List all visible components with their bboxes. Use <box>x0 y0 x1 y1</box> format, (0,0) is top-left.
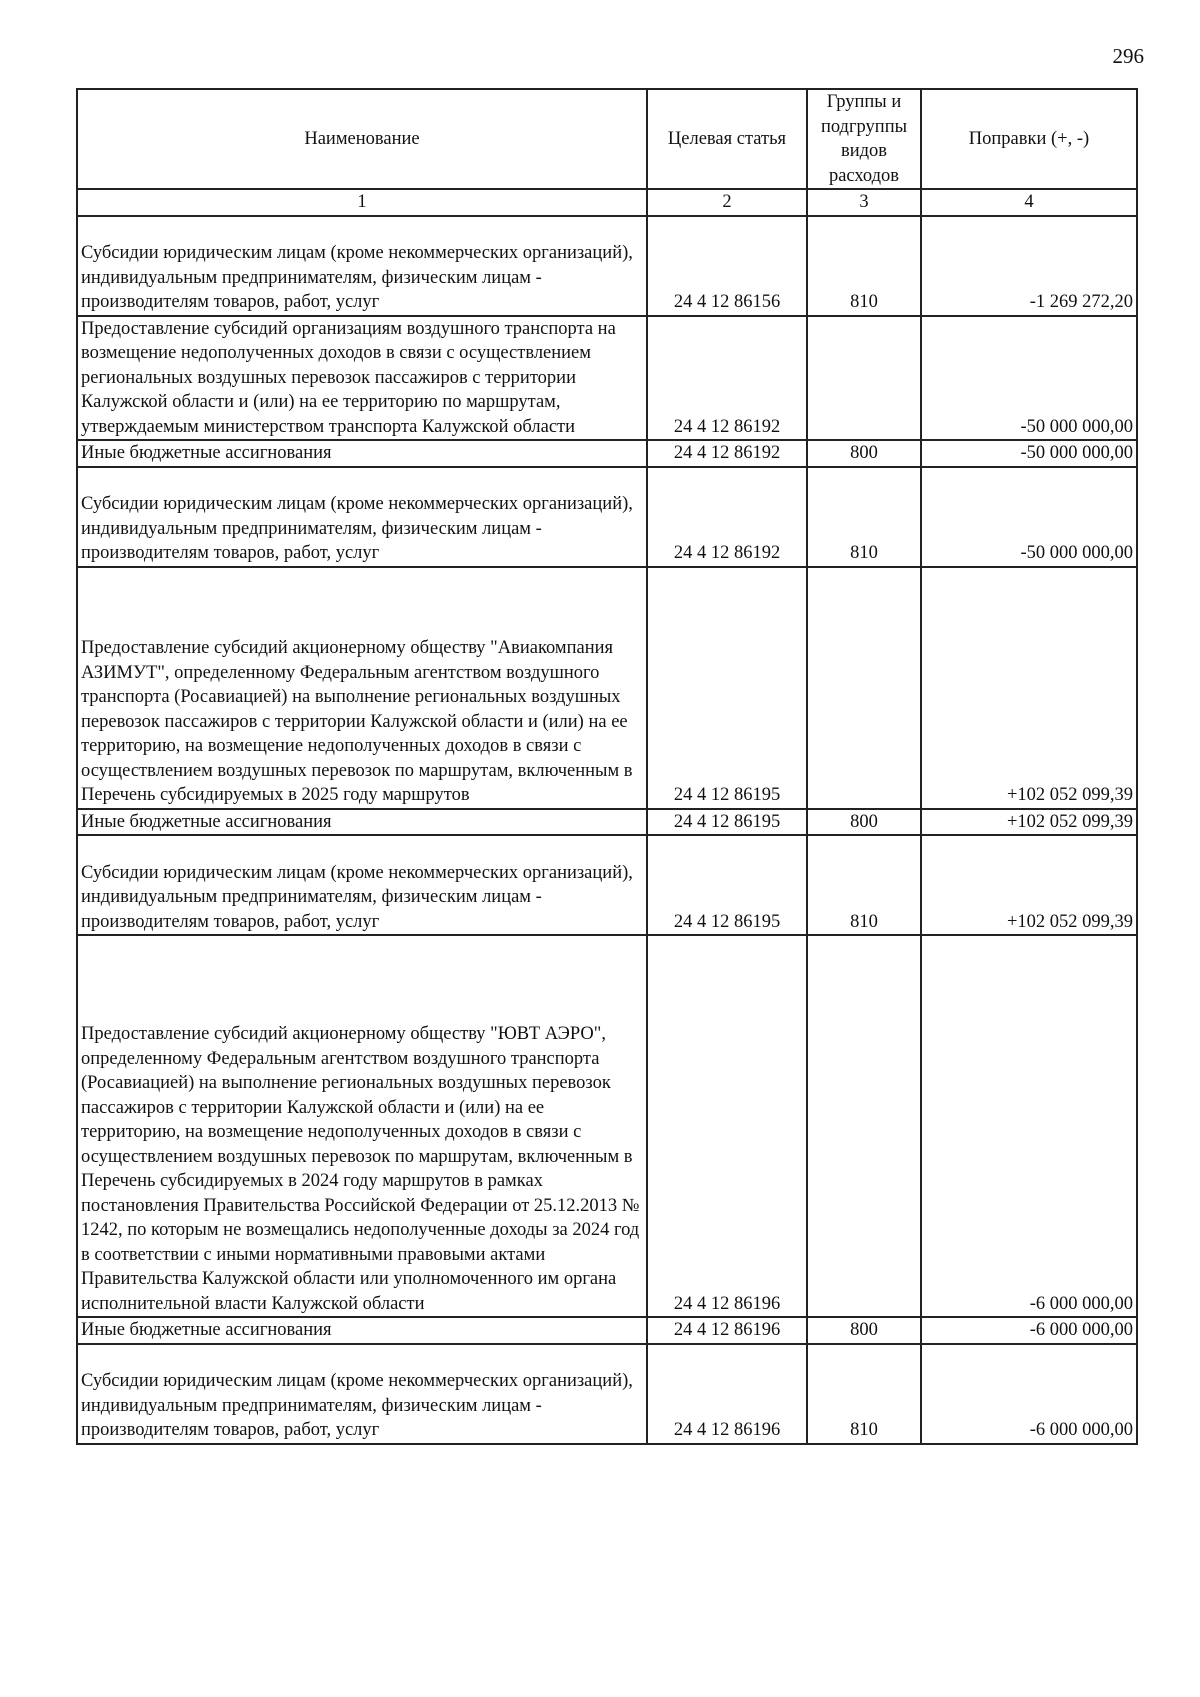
row-amount: -50 000 000,00 <box>921 440 1137 467</box>
row-name: Субсидии юридическим лицам (кроме некоммерческих организаций), индивидуальным предпринимателям, физическим лицам - производителям товаров, работ, услуг <box>77 467 647 567</box>
row-amount: -1 269 272,20 <box>921 216 1137 316</box>
table-row <box>77 1317 1137 1344</box>
row-code: 24 4 12 86192 <box>647 467 807 567</box>
row-amount: -6 000 000,00 <box>921 1344 1137 1444</box>
row-amount: -50 000 000,00 <box>921 467 1137 567</box>
table-row <box>77 467 1137 567</box>
row-group <box>807 316 921 441</box>
row-name: Иные бюджетные ассигнования <box>77 809 647 836</box>
header-amendments: Поправки (+, -) <box>921 89 1137 189</box>
column-number: 4 <box>921 189 1137 216</box>
row-group: 800 <box>807 1317 921 1344</box>
row-code: 24 4 12 86195 <box>647 835 807 935</box>
row-group <box>807 567 921 809</box>
table-row <box>77 440 1137 467</box>
row-amount: -50 000 000,00 <box>921 316 1137 441</box>
row-name: Субсидии юридическим лицам (кроме некоммерческих организаций), индивидуальным предпринимателям, физическим лицам - производителям товаров, работ, услуг <box>77 216 647 316</box>
row-code: 24 4 12 86196 <box>647 1344 807 1444</box>
row-code: 24 4 12 86196 <box>647 935 807 1317</box>
row-code: 24 4 12 86156 <box>647 216 807 316</box>
column-number: 3 <box>807 189 921 216</box>
row-code: 24 4 12 86195 <box>647 809 807 836</box>
header-expense-groups: Группы и подгруппы видов расходов <box>807 89 921 189</box>
table-row <box>77 935 1137 1317</box>
header-target-article: Целевая статья <box>647 89 807 189</box>
row-amount: +102 052 099,39 <box>921 567 1137 809</box>
row-code: 24 4 12 86192 <box>647 316 807 441</box>
table-row <box>77 216 1137 316</box>
budget-table <box>76 88 1138 1445</box>
table-row <box>77 809 1137 836</box>
column-number: 1 <box>77 189 647 216</box>
row-name: Иные бюджетные ассигнования <box>77 1317 647 1344</box>
table-row <box>77 1344 1137 1444</box>
table-row <box>77 316 1137 441</box>
row-amount: +102 052 099,39 <box>921 809 1137 836</box>
row-amount: -6 000 000,00 <box>921 935 1137 1317</box>
column-number-row <box>77 189 1137 216</box>
row-name: Предоставление субсидий акционерному обществу "Авиакомпания АЗИМУТ", определенному Федеральным агентством воздушного транспорта (Росавиацией) на выполнение региональных воздушных перевозок пассажиров с территории Калужской области и (или) на ее территорию, на возмещение недополученных доходов в связи с осуществлением воздушных перевозок по маршрутам, включенным в Перечень субсидируемых в 2025 году маршрутов <box>77 567 647 809</box>
table-row <box>77 835 1137 935</box>
page-number: 296 <box>1112 44 1144 68</box>
row-name: Субсидии юридическим лицам (кроме некоммерческих организаций), индивидуальным предпринимателям, физическим лицам - производителям товаров, работ, услуг <box>77 1344 647 1444</box>
row-name: Субсидии юридическим лицам (кроме некоммерческих организаций), индивидуальным предпринимателям, физическим лицам - производителям товаров, работ, услуг <box>77 835 647 935</box>
row-name: Предоставление субсидий организациям воздушного транспорта на возмещение недополученных доходов в связи с осуществлением региональных воздушных перевозок пассажиров с территории Калужской области и (или) на ее территорию по маршрутам, утверждаемым министерством транспорта Калужской области <box>77 316 647 441</box>
row-code: 24 4 12 86196 <box>647 1317 807 1344</box>
row-group: 810 <box>807 216 921 316</box>
table-row <box>77 567 1137 809</box>
row-group: 810 <box>807 467 921 567</box>
row-code: 24 4 12 86195 <box>647 567 807 809</box>
column-number: 2 <box>647 189 807 216</box>
row-name: Иные бюджетные ассигнования <box>77 440 647 467</box>
row-group <box>807 935 921 1317</box>
row-group: 810 <box>807 1344 921 1444</box>
header-name: Наименование <box>77 89 647 189</box>
row-amount: +102 052 099,39 <box>921 835 1137 935</box>
row-group: 800 <box>807 440 921 467</box>
row-group: 810 <box>807 835 921 935</box>
row-code: 24 4 12 86192 <box>647 440 807 467</box>
row-amount: -6 000 000,00 <box>921 1317 1137 1344</box>
header-row <box>77 89 1137 189</box>
row-group: 800 <box>807 809 921 836</box>
row-name: Предоставление субсидий акционерному обществу "ЮВТ АЭРО", определенному Федеральным агентством воздушного транспорта (Росавиацией) на выполнение региональных воздушных перевозок пассажиров с территории Калужской области и (или) на ее территорию, на возмещение недополученных доходов в связи с осуществлением воздушных перевозок по маршрутам, включенным в Перечень субсидируемых в 2024 году маршрутов в рамках постановления Правительства Российской Федерации от 25.12.2013 № 1242, по которым не возмещались недополученные доходы за 2024 год в соответствии с иными нормативными правовыми актами Правительства Калужской области или уполномоченного им органа исполнительной власти Калужской области <box>77 935 647 1317</box>
